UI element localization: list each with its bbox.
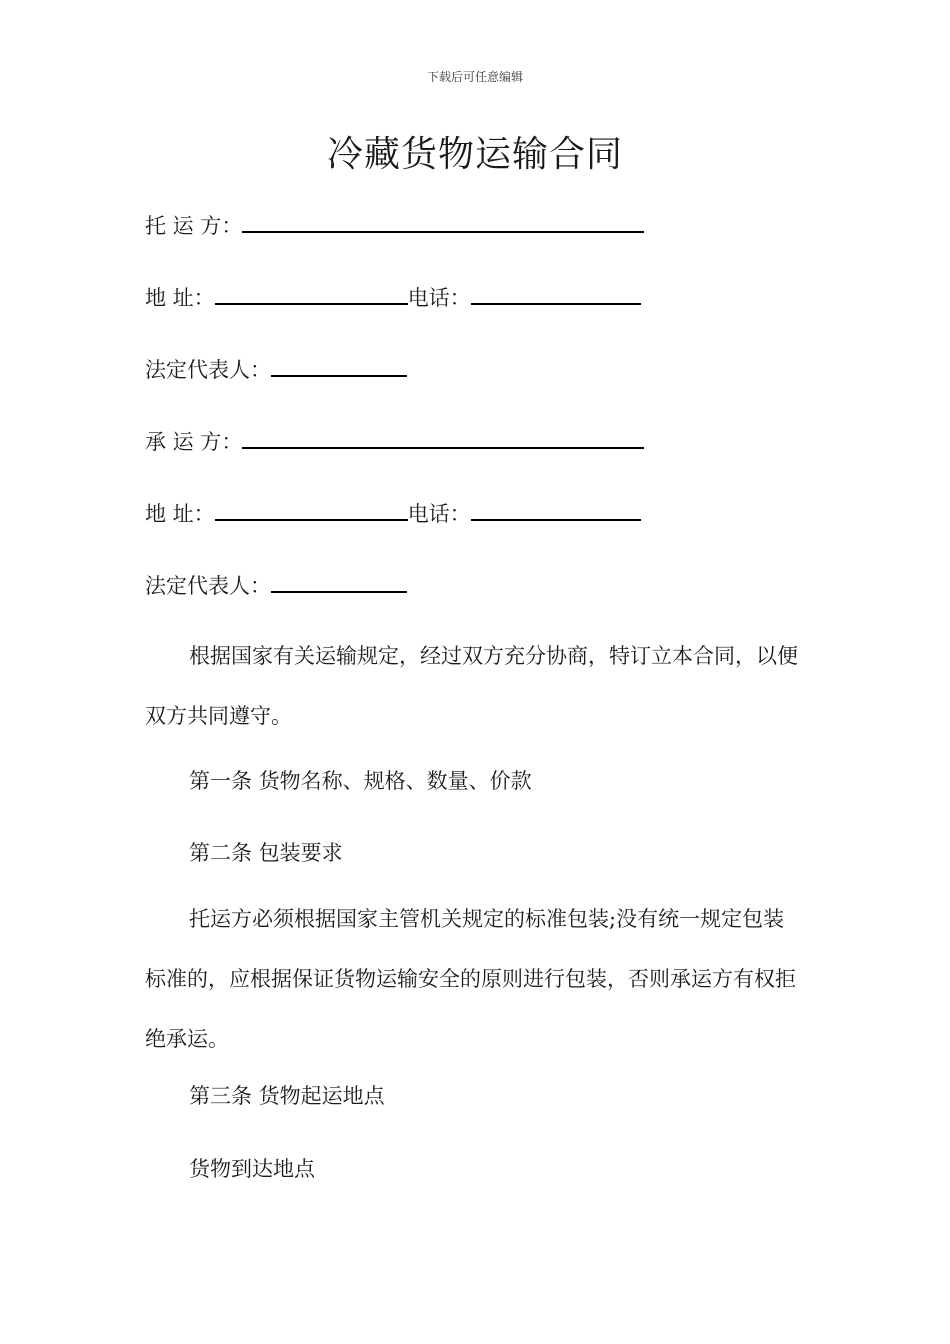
shipper-rep-blank[interactable] bbox=[271, 355, 407, 377]
shipper-address-label: 地 址： bbox=[145, 286, 215, 310]
carrier-rep-label: 法定代表人： bbox=[145, 574, 271, 598]
shipper-rep-label: 法定代表人： bbox=[145, 358, 271, 382]
shipper-label: 托 运 方： bbox=[145, 214, 243, 238]
carrier-address-label: 地 址： bbox=[145, 502, 215, 526]
packaging-paragraph: 托运方必须根据国家主管机关规定的标准包装;没有统一规定包装标准的，应根据保证货物运输安全的原则进行包装，否则承运方有权拒绝承运。 bbox=[145, 907, 796, 1051]
document-title: 冷藏货物运输合同 bbox=[326, 134, 623, 175]
carrier-line bbox=[145, 426, 644, 456]
carrier-name-blank[interactable] bbox=[242, 427, 644, 449]
carrier-contact-line bbox=[145, 498, 641, 528]
article-2-heading: 第二条 包装要求 bbox=[189, 841, 343, 865]
shipper-name-blank[interactable] bbox=[242, 211, 644, 233]
carrier-label: 承 运 方： bbox=[145, 430, 243, 454]
shipper-address-blank[interactable] bbox=[215, 283, 408, 305]
shipper-line bbox=[145, 210, 644, 240]
header-note: 下载后可任意编辑 bbox=[426, 70, 523, 84]
article-3-heading: 第三条 货物起运地点 bbox=[189, 1084, 385, 1108]
shipper-phone-label: 电话： bbox=[407, 286, 471, 310]
intro-paragraph: 根据国家有关运输规定，经过双方充分协商，特订立本合同，以便双方共同遵守。 bbox=[145, 644, 798, 728]
shipper-contact-line bbox=[145, 282, 641, 312]
carrier-address-blank[interactable] bbox=[215, 499, 408, 521]
carrier-rep-line bbox=[145, 570, 407, 600]
carrier-rep-blank[interactable] bbox=[271, 571, 407, 593]
article-1-heading: 第一条 货物名称、规格、数量、价款 bbox=[189, 769, 532, 793]
shipper-phone-blank[interactable] bbox=[471, 283, 641, 305]
carrier-phone-label: 电话： bbox=[407, 502, 471, 526]
shipper-rep-line bbox=[145, 354, 407, 384]
carrier-phone-blank[interactable] bbox=[471, 499, 641, 521]
destination-line: 货物到达地点 bbox=[189, 1157, 315, 1181]
